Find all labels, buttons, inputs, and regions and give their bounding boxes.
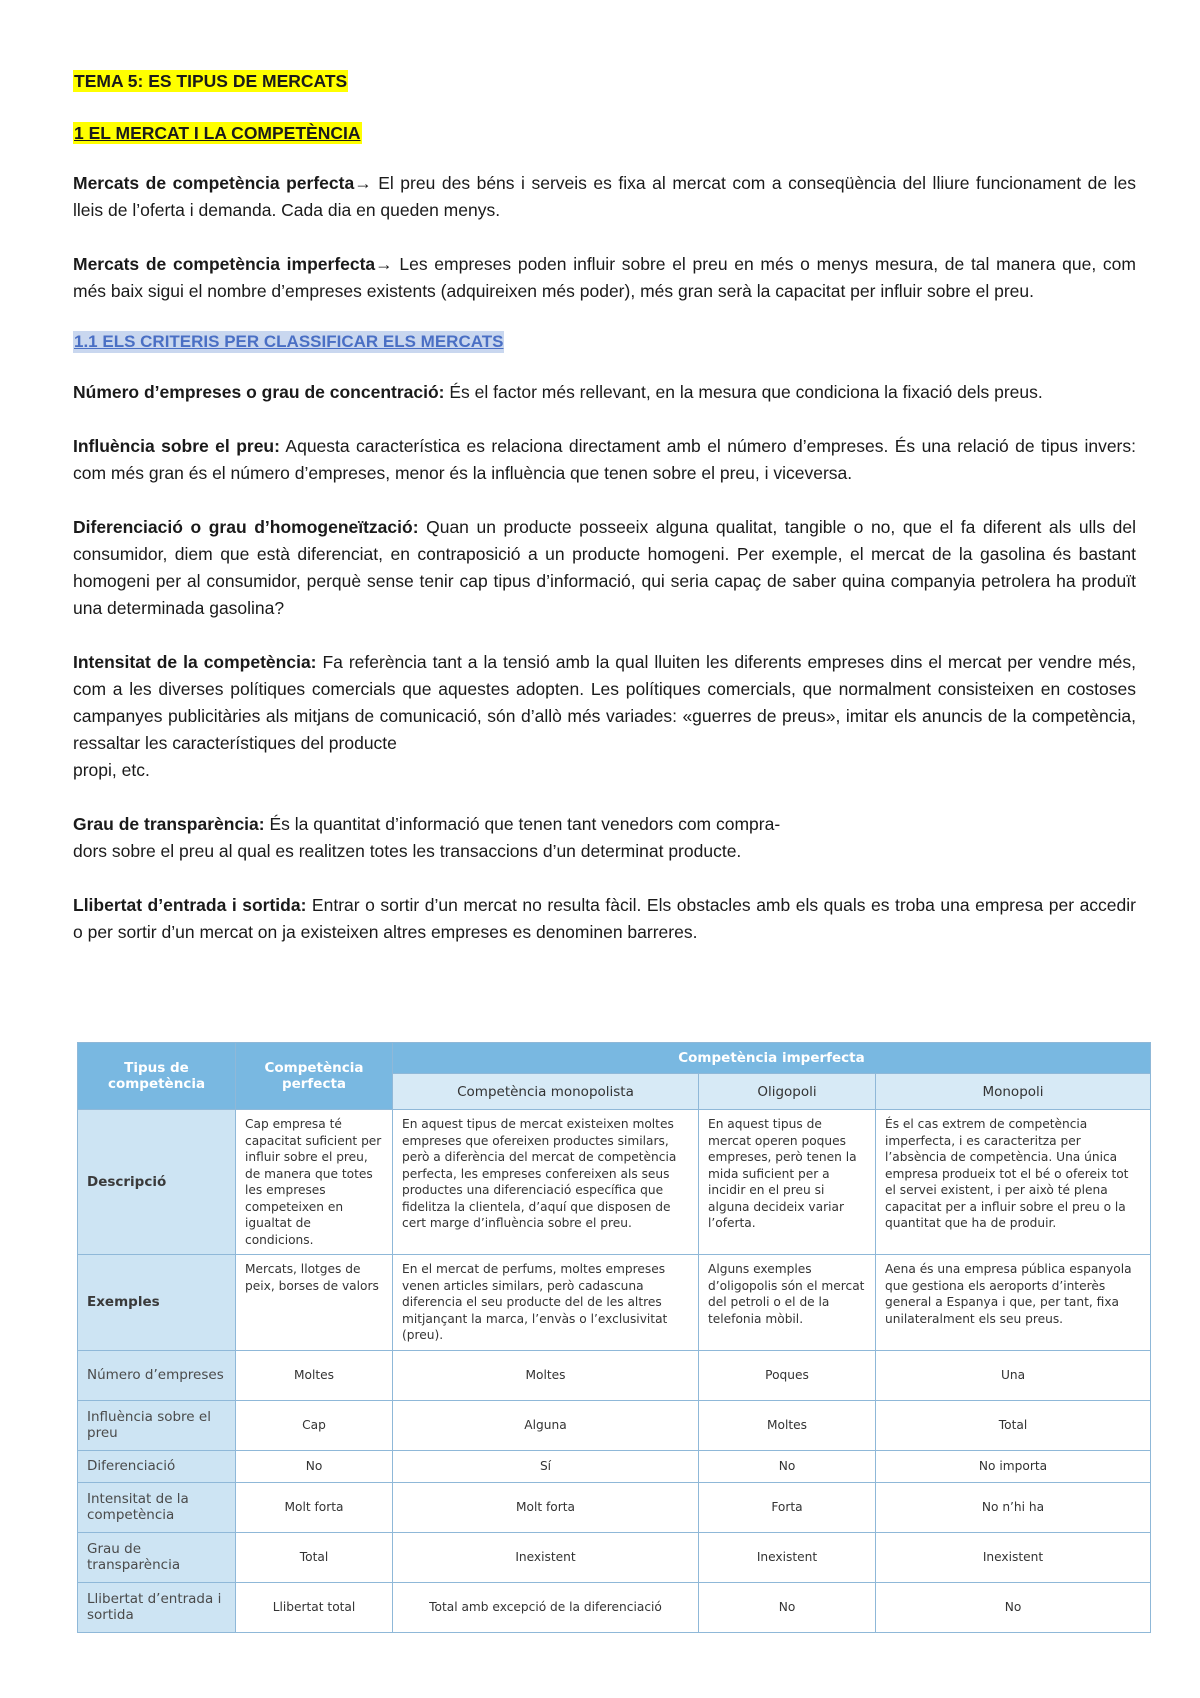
table-cell: Total — [236, 1532, 393, 1582]
row-label: Diferenciació — [78, 1450, 236, 1482]
table-cell: Molt forta — [393, 1482, 699, 1532]
row-label: Influència sobre el preu — [78, 1400, 236, 1450]
table-cell: Alguna — [393, 1400, 699, 1450]
criterion-text: Fa referència tant a la tensió amb la qual lluiten les diferents empreses dins el mercat per vendre més, com a les diverses polítiques comercials que aquestes adopten. Les polítiques comercials, que normalment consisteixen en costoses campanyes publicitàries als mitjans de comunicació, són d’allò més variades: «guerres de preus», imitar els anuncis de la competència, ressaltar les característiques del producte — [73, 652, 1136, 753]
table-row — [78, 1110, 1151, 1255]
table-cell: Molt forta — [236, 1482, 393, 1532]
table-cell: No — [699, 1582, 876, 1632]
table-cell: En aquest tipus de mercat operen poques empreses, però tenen la mida suficient per a incidir en el preu si alguna decideix variar l’oferta. — [699, 1110, 876, 1255]
header-imperfect: Competència imperfecta — [393, 1043, 1151, 1074]
table-cell: Cap empresa té capacitat suficient per influir sobre el preu, de manera que totes les empreses competeixen en igualtat de condicions. — [236, 1110, 393, 1255]
table-row — [78, 1482, 1151, 1532]
criterion-label: Llibertat d’entrada i sortida: — [73, 895, 307, 915]
row-label: Descripció — [78, 1110, 236, 1255]
row-label: Grau de transparència — [78, 1532, 236, 1582]
row-label: Exemples — [78, 1255, 236, 1351]
imperfect-competition-text: Les empreses poden influir sobre el preu en més o menys mesura, de tal manera que, com més baix sigui el nombre d’empreses existents (adquireixen més poder), més gran serà la capacitat per influir sobre el preu. — [73, 254, 1136, 301]
perfect-competition-paragraph — [73, 170, 1136, 224]
criterion-label: Influència sobre el preu: — [73, 436, 280, 456]
table-row — [78, 1400, 1151, 1450]
market-types-table — [77, 1042, 1151, 1633]
criterion-text: És la quantitat d’informació que tenen tant venedors com compra- — [264, 814, 781, 834]
table-cell: No — [236, 1450, 393, 1482]
criterion-text: Aquesta característica es relaciona directament amb el número d’empreses. És una relació de tipus invers: com més gran és el número d’empreses, menor és la influència que tenen sobre el preu, i viceversa. — [73, 436, 1136, 483]
perfect-competition-text: El preu des béns i serveis es fixa al mercat com a conseqüència del lliure funcionament de les lleis de l’oferta i demanda. Cada dia en queden menys. — [73, 173, 1136, 220]
table-cell: Sí — [393, 1450, 699, 1482]
table-cell: En aquest tipus de mercat existeixen moltes empreses que ofereixen productes similars, però a diferència del mercat de competència perfecta, les empreses confereixen als seus productes una diferenciació específica que fidelitza la clientela, d’aquí que disposen de cert marge d’influència sobre el preu. — [393, 1110, 699, 1255]
header-monopoly: Monopoli — [876, 1074, 1151, 1110]
table-cell: En el mercat de perfums, moltes empreses venen articles similars, però cadascuna diferencia el seu producte del de les altres mitjançant la marca, l’envàs o l’exclusivitat (preu). — [393, 1255, 699, 1351]
criterion-text: Entrar o sortir d’un mercat no resulta fàcil. Els obstacles amb els quals es troba una empresa per accedir o per sortir d’un mercat on ja existeixen altres empreses es denominen barreres. — [73, 895, 1136, 942]
criterion-paragraph — [73, 433, 1136, 487]
criterion-paragraph — [73, 892, 1136, 946]
table-cell: Forta — [699, 1482, 876, 1532]
table-cell: Una — [876, 1350, 1151, 1400]
table-cell: Total — [876, 1400, 1151, 1450]
header-monopolistic: Competència monopolista — [393, 1074, 699, 1110]
table-row — [78, 1450, 1151, 1482]
arrow-icon: → — [354, 173, 372, 193]
header-competition-type: Tipus de competència — [78, 1043, 236, 1110]
criterion-label: Intensitat de la competència: — [73, 652, 317, 672]
section-1-heading: 1 EL MERCAT I LA COMPETÈNCIA — [74, 123, 361, 143]
table-cell: Aena és una empresa pública espanyola que gestiona els aeroports d’interès general a Espanya i que, per tant, fixa unilateralment els seu preus. — [876, 1255, 1151, 1351]
row-label: Llibertat d’entrada i sortida — [78, 1582, 236, 1632]
table-row — [78, 1532, 1151, 1582]
table-cell: Inexistent — [876, 1532, 1151, 1582]
row-label: Intensitat de la competència — [78, 1482, 236, 1532]
table-cell: Moltes — [393, 1350, 699, 1400]
document-page — [73, 70, 1136, 946]
table-row — [78, 1255, 1151, 1351]
table-cell: Alguns exemples d’oligopolis són el mercat del petroli o el de la telefonia mòbil. — [699, 1255, 876, 1351]
criterion-text-continued: propi, etc. — [73, 760, 150, 780]
header-oligopoly: Oligopoli — [699, 1074, 876, 1110]
criterion-paragraph — [73, 649, 1136, 784]
criterion-label: Diferenciació o grau d’homogeneïtzació: — [73, 517, 419, 537]
table-cell: Total amb excepció de la diferenciació — [393, 1582, 699, 1632]
table-cell: Inexistent — [699, 1532, 876, 1582]
criterion-paragraph — [73, 379, 1136, 406]
table-cell: Cap — [236, 1400, 393, 1450]
criterion-paragraph — [73, 514, 1136, 622]
table-cell: Moltes — [236, 1350, 393, 1400]
arrow-icon: → — [375, 254, 393, 274]
criterion-paragraph — [73, 811, 1136, 865]
table-cell: És el cas extrem de competència imperfecta, i es caracteritza per l’absència de competència. Una única empresa produeix tot el bé o ofereix tot el servei existent, i per això té plena capacitat per a influir sobre el preu o la quantitat que ha de produir. — [876, 1110, 1151, 1255]
criterion-label: Grau de transparència: — [73, 814, 265, 834]
table-cell: No — [876, 1582, 1151, 1632]
criterion-label: Número d’empreses o grau de concentració: — [73, 382, 445, 402]
row-label: Número d’empreses — [78, 1350, 236, 1400]
table-cell: No importa — [876, 1450, 1151, 1482]
table-cell: Llibertat total — [236, 1582, 393, 1632]
table-cell: No n’hi ha — [876, 1482, 1151, 1532]
criterion-text: Quan un producte posseeix alguna qualitat, tangible o no, que el fa diferent als ulls del consumidor, diem que està diferenciat, en contraposició a un producte homogeni. Per exemple, el mercat de la gasolina és bastant homogeni per al consumidor, perquè sense tenir cap tipus d’informació, qui seria capaç de saber quina companyia petrolera ha produït una determinada gasolina? — [73, 517, 1136, 618]
table-cell: Poques — [699, 1350, 876, 1400]
table-row — [78, 1350, 1151, 1400]
imperfect-competition-paragraph — [73, 251, 1136, 305]
section-1-1-heading: 1.1 ELS CRITERIS PER CLASSIFICAR ELS MERCATS — [74, 332, 504, 351]
table-cell: No — [699, 1450, 876, 1482]
table-header-row — [78, 1043, 1151, 1074]
header-perfect: Competència perfecta — [236, 1043, 393, 1110]
criterion-text-continued: dors sobre el preu al qual es realitzen totes les transaccions d’un determinat producte. — [73, 841, 742, 861]
table-cell: Mercats, llotges de peix, borses de valors — [236, 1255, 393, 1351]
document-title: TEMA 5: ES TIPUS DE MERCATS — [74, 71, 348, 91]
perfect-competition-label: Mercats de competència perfecta — [73, 173, 355, 193]
table-cell: Inexistent — [393, 1532, 699, 1582]
table-cell: Moltes — [699, 1400, 876, 1450]
criterion-text: És el factor més rellevant, en la mesura que condiciona la fixació dels preus. — [444, 382, 1043, 402]
imperfect-competition-label: Mercats de competència imperfecta — [73, 254, 376, 274]
table-row — [78, 1582, 1151, 1632]
